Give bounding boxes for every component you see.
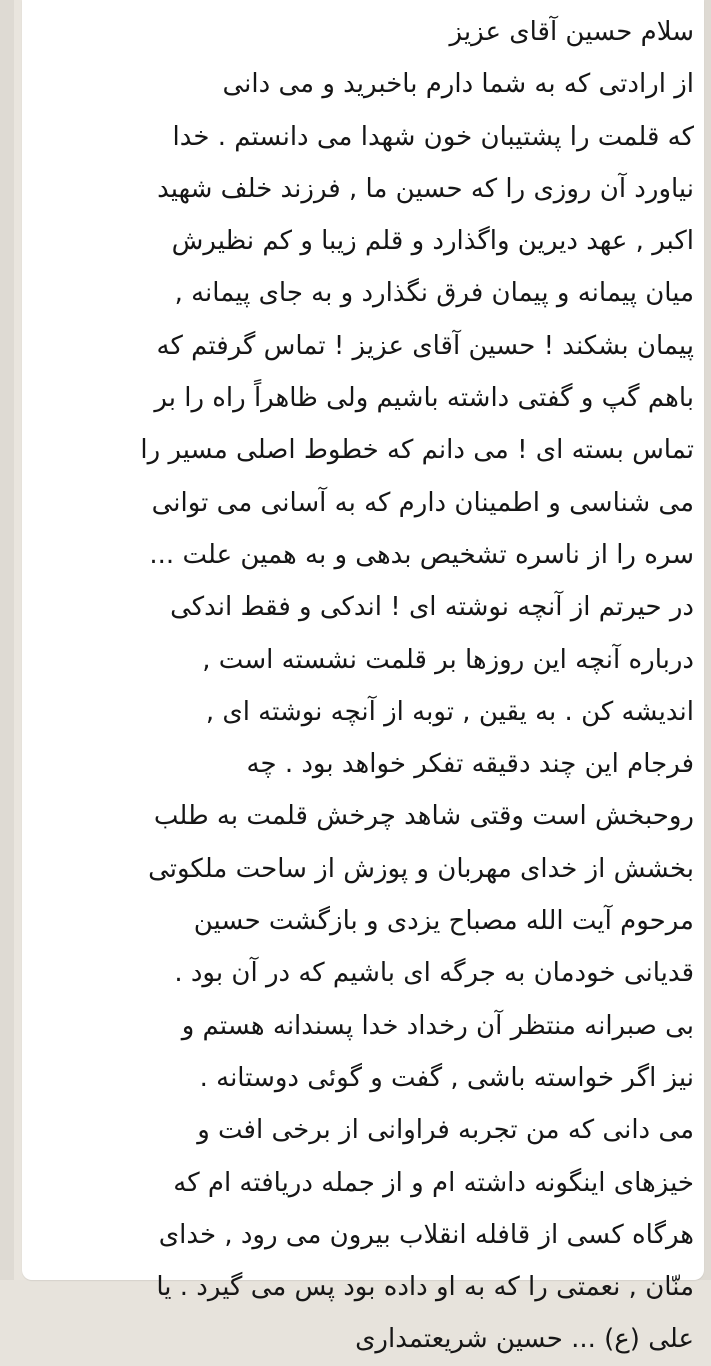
message-line: سلام حسین آقای عزیز [449,17,694,47]
message-line: سره را از ناسره تشخیص بدهی و به همین علت ... [149,539,694,570]
message-line: منّان , نعمتی را که به او داده بود پس می گیرد . یا [156,1272,694,1303]
message-line: مرحوم آیت الله مصباح یزدی و بازگشت حسین [193,906,694,937]
message-line: پیمان بشکند ! حسین آقای عزیز ! تماس گرفتم که [156,330,694,361]
message-line: میان پیمانه و پیمان فرق نگذارد و به جای پیمانه , [174,278,694,309]
message-text [32,6,694,1366]
message-line: فرجام این چند دقیقه تفکر خواهد بود . چه [246,749,694,780]
message-line: اندیشه کن . به یقین , توبه از آنچه نوشته ای , [205,696,694,727]
message-line: از ارادتی که به شما دارم باخبرید و می دانی [222,69,694,100]
message-line: علی (ع) ... حسین شریعتمداری [355,1324,694,1355]
message-line: خیزهای اینگونه داشته ام و از جمله دریافته ام که [173,1167,694,1198]
message-line: می شناسی و اطمینان دارم که به آسانی می توانی [151,487,694,518]
message-line: می دانی که من تجربه فراوانی از برخی افت و [197,1115,694,1146]
message-line: درباره آنچه این روزها بر قلمت نشسته است , [202,644,694,675]
message-line: نیاورد آن روزی را که حسین ما , فرزند خلف شهید [157,173,694,204]
message-line: قدیانی خودمان به جرگه ای باشیم که در آن بود . [174,958,694,989]
message-line: روحبخش است وقتی شاهد چرخش قلمت به طلب [153,801,694,832]
message-line: که قلمت را پشتیبان خون شهدا می دانستم . خدا [172,121,694,152]
message-line: بی صبرانه منتظر آن رخداد خدا پسندانه هستم و [181,1010,694,1041]
message-line: نیز اگر خواسته باشی , گفت و گوئی دوستانه . [199,1062,694,1093]
message-line: بخشش از خدای مهربان و پوزش از ساحت ملکوتی [148,853,694,884]
message-line: اکبر , عهد دیرین واگذارد و قلم زیبا و کم نظیرش [171,226,694,257]
message-line: در حیرتم از آنچه نوشته ای ! اندکی و فقط اندکی [170,592,694,623]
message-line: تماس بسته ای ! می دانم که خطوط اصلی مسیر را [140,435,694,466]
message-line: باهم گپ و گفتی داشته باشیم ولی ظاهراً راه را بر [154,383,694,414]
message-line: هرگاه کسی از قافله انقلاب بیرون می رود , خدای [158,1219,694,1250]
message-bubble[interactable] [22,0,704,1355]
chat-wallpaper-left [0,0,14,1280]
